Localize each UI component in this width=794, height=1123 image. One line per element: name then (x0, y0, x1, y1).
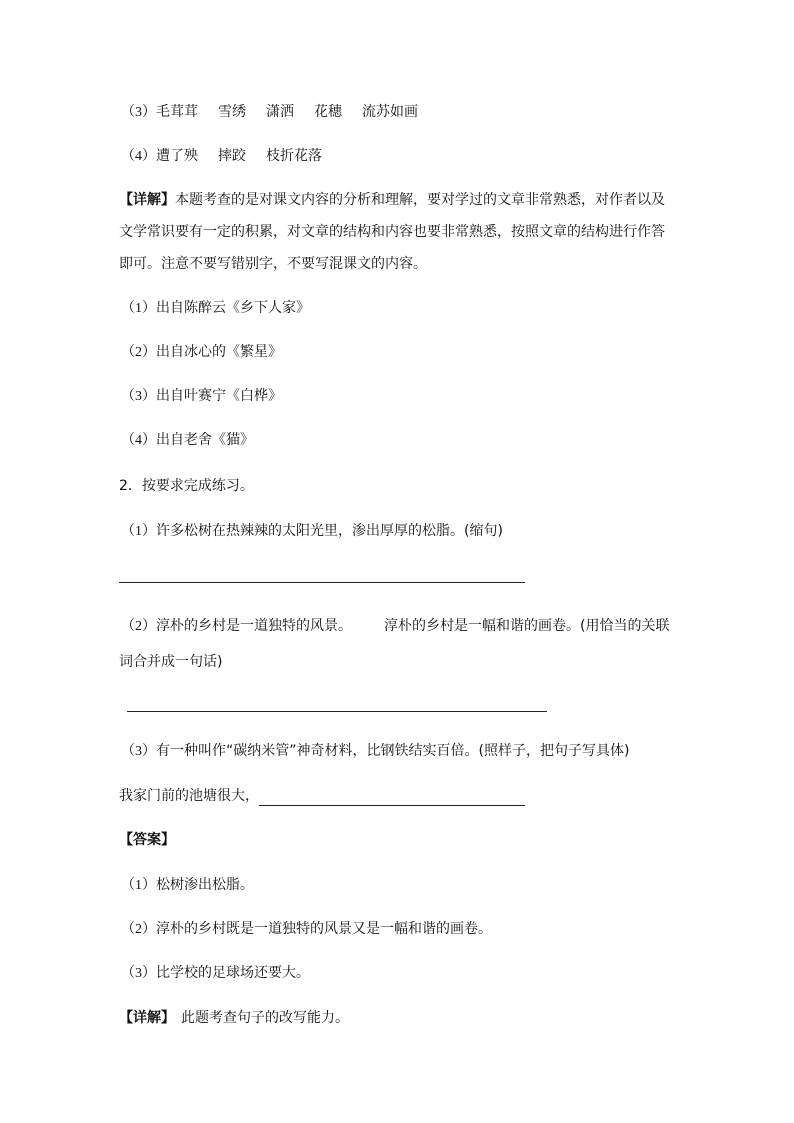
answer-text: 比学校的足球场还要大。 (156, 965, 310, 981)
question-2-sub-2-cont: 词合并成一句话) (119, 654, 223, 670)
example-text: 我家门前的池塘很大， (119, 788, 259, 804)
item-number: （3） (121, 105, 156, 120)
source-item-1 (121, 298, 310, 319)
detail-tag: 【详解】 (119, 192, 175, 208)
source-text: 出自叶赛宁《白桦》 (156, 388, 282, 404)
answer-text: 松树渗出松脂。 (156, 877, 254, 893)
item-number: （4） (121, 149, 156, 164)
answer-word: 花穗 (314, 104, 342, 120)
source-item-2 (121, 342, 282, 363)
answer-word: 摔跤 (218, 148, 246, 164)
answer-blank-1[interactable] (119, 582, 525, 583)
answer-word: 枝折花落 (266, 148, 322, 164)
answer-item-2 (121, 919, 492, 940)
detail-line-2: 文学常识要有一定的积累，对文章的结构和内容也要非常熟悉，按照文章的结构进行作答 (119, 224, 665, 240)
answer-word: 潇洒 (266, 104, 294, 120)
question-2-sub-3 (121, 741, 629, 762)
item-number: （3） (121, 389, 156, 404)
question-2-sub-1 (121, 521, 503, 542)
source-item-4 (121, 430, 254, 451)
answer-tag: 【答案】 (119, 832, 175, 848)
answer-word: 雪绣 (218, 104, 246, 120)
answer-blank-3[interactable] (259, 789, 525, 806)
answer-item-3 (121, 963, 310, 984)
answer-blank-2[interactable] (127, 711, 547, 712)
question-text: 许多松树在热辣辣的太阳光里，渗出厚厚的松脂。(缩句) (156, 523, 503, 539)
source-text: 出自冰心的《繁星》 (156, 344, 282, 360)
detail-tag: 【详解】 (119, 1010, 175, 1026)
answer-word: 遭了殃 (156, 148, 198, 164)
detail-2-line (119, 1008, 349, 1028)
source-text: 出自陈醉云《乡下人家》 (156, 300, 310, 316)
question-text: 有一种叫作“碳纳米管”神奇材料，比钢铁结实百倍。(照样子，把句子写具体) (156, 743, 630, 759)
item-number: （2） (121, 922, 156, 937)
item-number: （2） (121, 619, 156, 634)
answer-text: 淳朴的乡村既是一道独特的风景又是一幅和谐的画卷。 (156, 921, 492, 937)
item-number: （1） (121, 301, 156, 316)
item-number: （3） (121, 744, 156, 759)
source-item-3 (121, 386, 282, 407)
detail-line-3: 即可。注意不要写错别字，不要写混课文的内容。 (119, 256, 427, 272)
question-2-sub-2 (121, 616, 669, 637)
item-number: （1） (121, 524, 156, 539)
answer-word: 毛茸茸 (156, 104, 198, 120)
item-number: （1） (121, 878, 156, 893)
detail-text: 此题考查句子的改写能力。 (181, 1010, 349, 1026)
answer-item-1 (121, 875, 254, 896)
item-number: （3） (121, 966, 156, 981)
answer-row-4 (121, 146, 322, 167)
question-2-title: 2．按要求完成练习。 (119, 478, 254, 494)
detail-text: 本题考查的是对课文内容的分析和理解，要对学过的文章非常熟悉，对作者以及 (175, 192, 665, 208)
source-text: 出自老舍《猫》 (156, 432, 254, 448)
question-text: 淳朴的乡村是一道独特的风景。 (156, 618, 352, 634)
question-2-sub-3-example (119, 786, 525, 806)
item-number: （2） (121, 345, 156, 360)
question-text: 淳朴的乡村是一幅和谐的画卷。(用恰当的关联 (384, 618, 670, 634)
item-number: （4） (121, 433, 156, 448)
answer-word: 流苏如画 (362, 104, 418, 120)
detail-line-1 (119, 190, 665, 210)
answer-row-3 (121, 102, 418, 123)
